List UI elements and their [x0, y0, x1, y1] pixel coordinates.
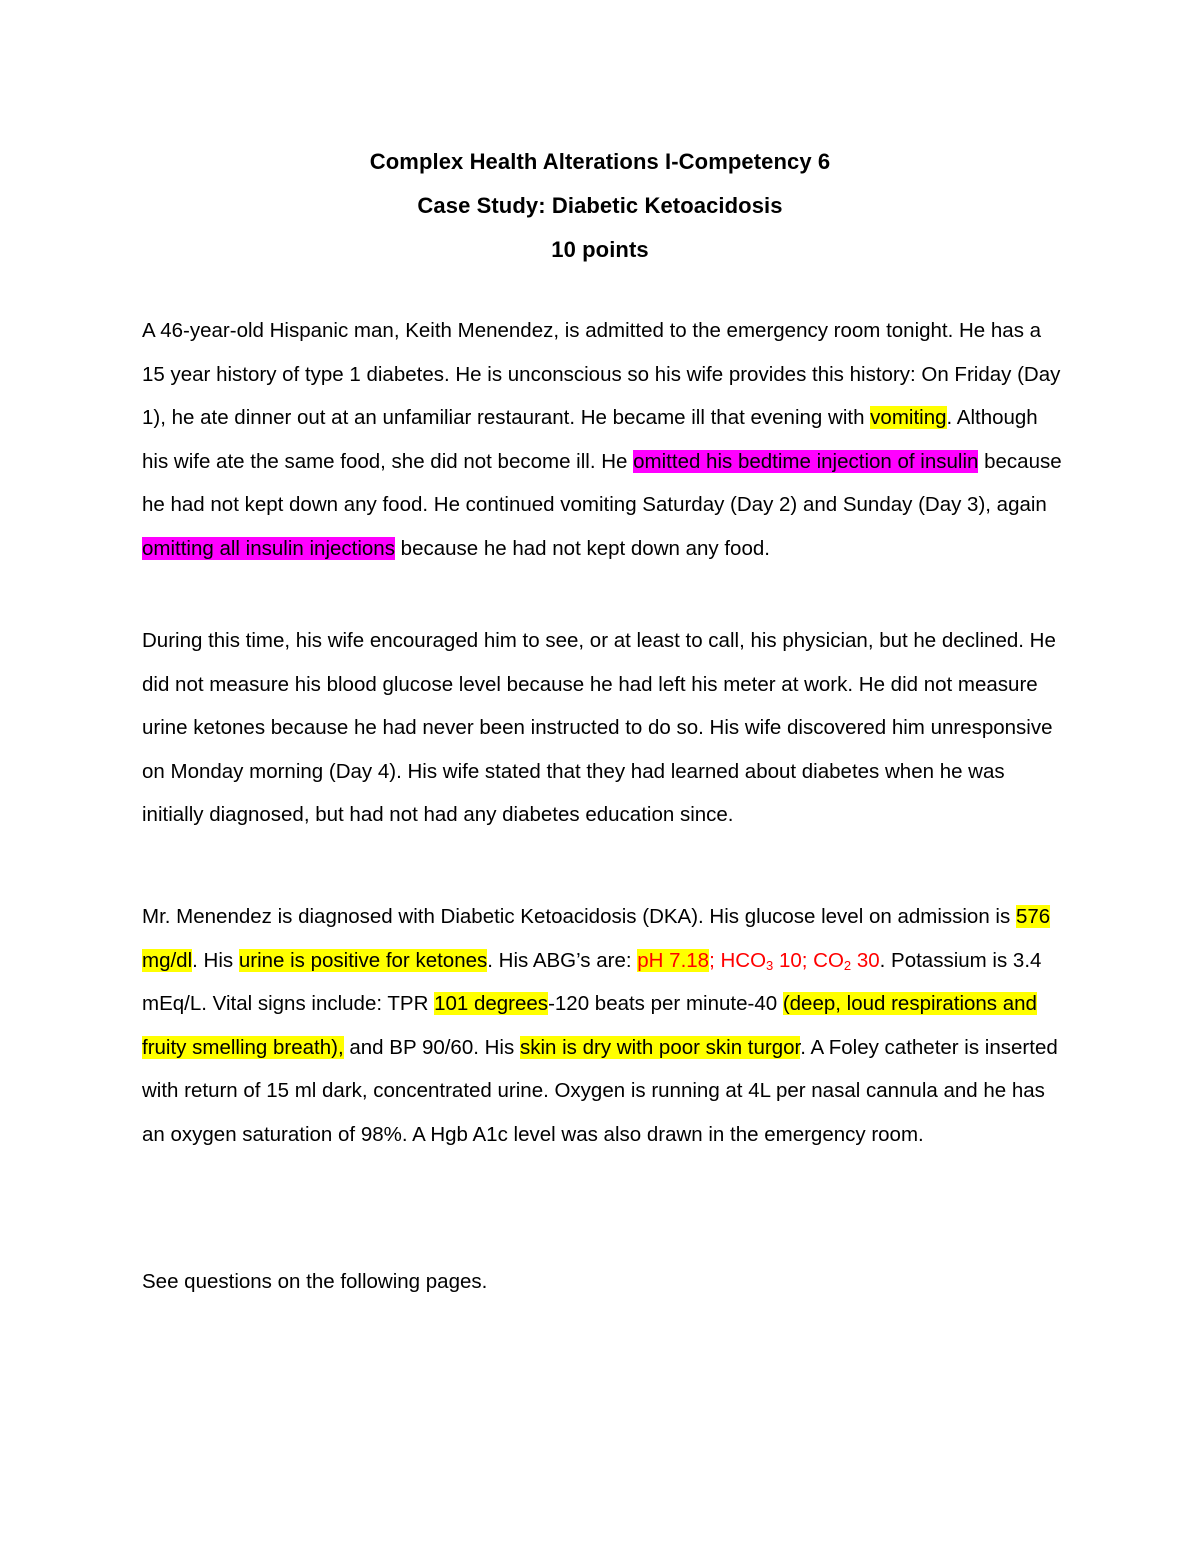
abg-hco3-subscript: 3 [766, 957, 774, 973]
text-run: because he had not kept down any food. He continued vomiting Saturday (Day 2) and Sunday (Day 3), again [142, 449, 1062, 516]
case-paragraph-history [142, 309, 1062, 570]
document-points: 10 points [551, 237, 649, 262]
text-run: A 46-year-old Hispanic man, Keith Menendez, is admitted to the emergency room tonight. He has a 15 year history of type 1 diabetes. He is unconscious so his wife provides this history: On Friday (Day 1), he ate dinner out at an unfamiliar restaurant. He became ill that evening with [142, 319, 1061, 429]
highlight-glucose-level: 576 mg/dl [142, 905, 1051, 972]
abg-separator: ; [709, 948, 715, 972]
highlight-skin-turgor: skin is dry with poor skin turgor [519, 1035, 801, 1059]
document-title-block [0, 140, 1200, 272]
text-run: . His [192, 948, 239, 972]
abg-hco3-value: 10; CO [773, 948, 844, 972]
text-run: . Potassium is 3.4 mEq/L. Vital signs include: TPR [142, 948, 1042, 1015]
document-subtitle: Case Study: Diabetic Ketoacidosis [417, 193, 783, 218]
case-paragraph-background: During this time, his wife encouraged him to see, or at least to call, his physician, but he declined. He did not measure his blood glucose level because he had left his meter at work. He did not measure urine ketones because he had never been instructed to do so. His wife discovered him unresponsive on Monday morning (Day 4). His wife stated that they had learned about diabetes when he was initially diagnosed, but had not had any diabetes education since. [142, 629, 1056, 826]
document-title: Complex Health Alterations I-Competency 6 [369, 149, 831, 174]
text-run: . Although his wife ate the same food, she did not become ill. He [142, 406, 1038, 473]
text-run: . A Foley catheter is inserted with return of 15 ml dark, concentrated urine. Oxygen is running at 4L per nasal cannula and he has an oxygen saturation of 98%. A Hgb A1c level was also drawn in the emergency room. [142, 1035, 1058, 1146]
abg-co2-subscript: 2 [843, 957, 852, 973]
text-run: and BP 90/60. His [343, 1035, 520, 1059]
abg-hco3-label: HCO [714, 948, 767, 972]
case-paragraph-diagnosis [142, 895, 1062, 1156]
abg-co2-value: 30 [851, 948, 880, 972]
highlight-respirations: (deep, loud respirations and fruity smelling breath), [142, 992, 1037, 1059]
highlight-ph-value: pH 7.18 [637, 948, 710, 972]
text-run: Mr. Menendez is diagnosed with Diabetic Ketoacidosis (DKA). His glucose level on admission is [142, 905, 1016, 928]
highlight-vomiting: vomiting [870, 406, 947, 429]
text-run: -120 beats per minute-40 [548, 992, 783, 1015]
text-run: because he had not kept down any food. [394, 536, 770, 560]
highlight-urine-ketones: urine is positive for ketones [238, 948, 488, 972]
highlight-temperature: 101 degrees [434, 992, 549, 1015]
text-run: . His ABG’s are: [487, 948, 638, 972]
highlight-omitting-all-insulin: omitting all insulin injections [142, 536, 395, 560]
questions-note: See questions on the following pages. [142, 1270, 488, 1293]
highlight-omitted-bedtime-insulin: omitted his bedtime injection of insulin [633, 449, 979, 473]
